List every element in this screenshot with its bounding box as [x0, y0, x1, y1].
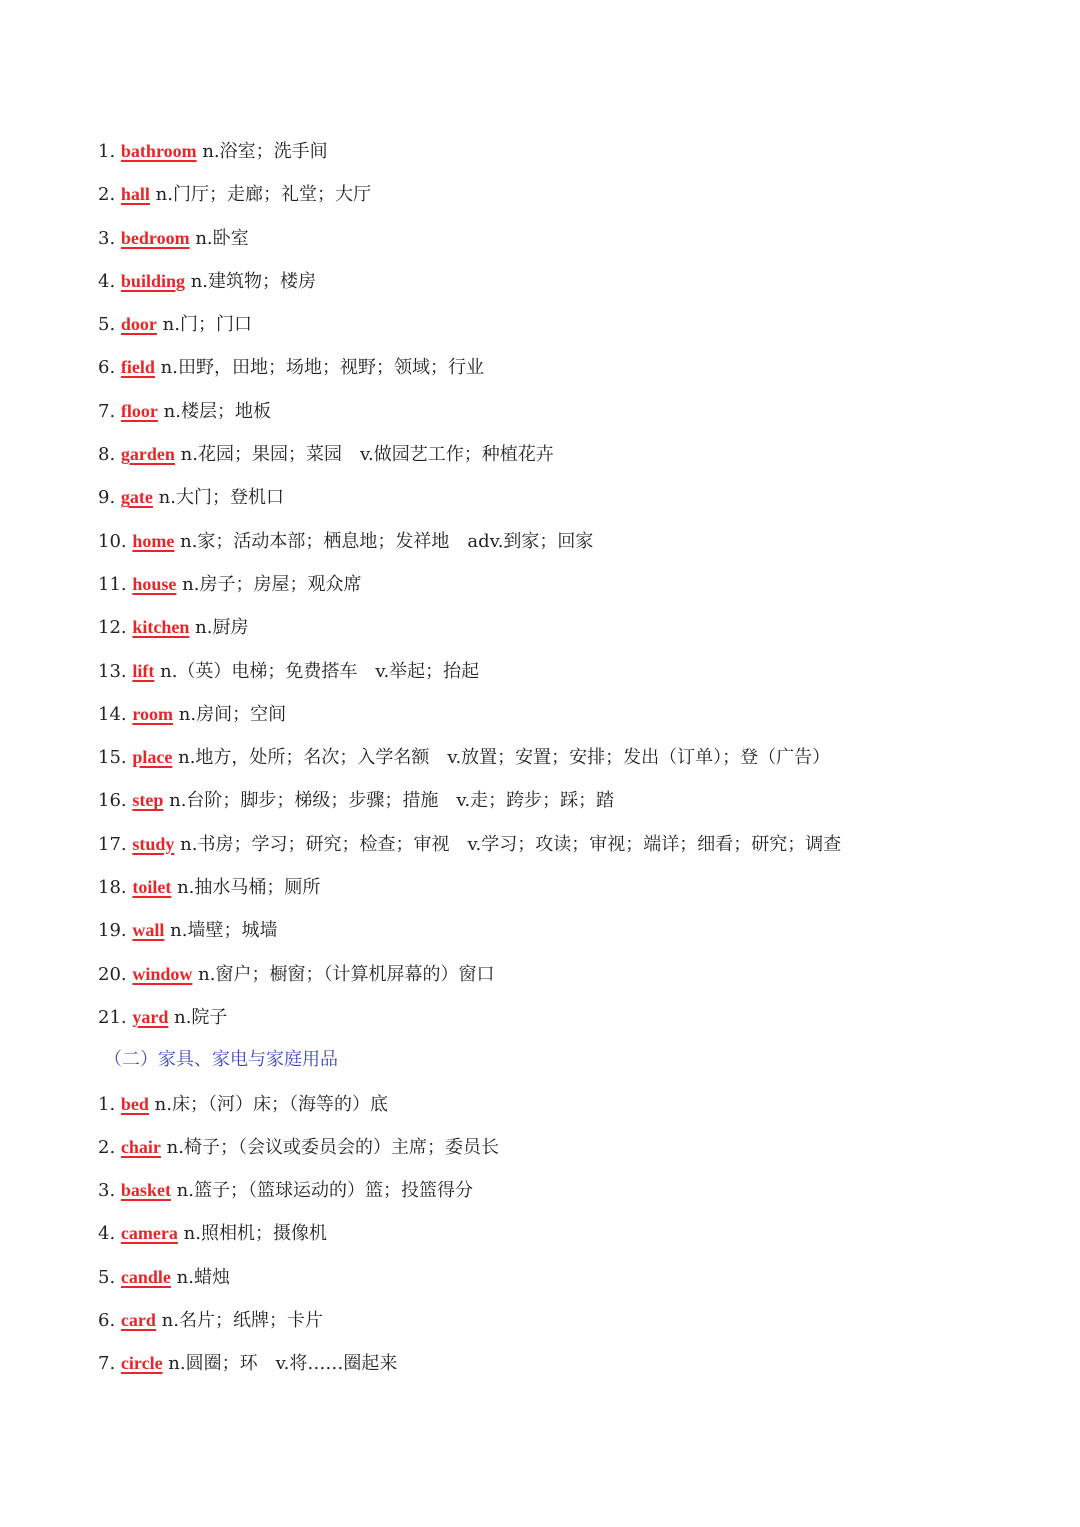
vocab-entry — [98, 608, 1038, 651]
entry-number: 10. — [98, 530, 127, 552]
vocab-entry — [98, 305, 1038, 348]
vocab-entry — [98, 695, 1038, 738]
vocab-definition: n.卧室 — [195, 227, 249, 249]
section-furniture — [98, 1085, 1038, 1388]
vocab-definition: n.床；（河）床；（海等的）底 — [154, 1093, 388, 1115]
vocab-definition: n.院子 — [174, 1006, 228, 1028]
entry-number: 3. — [98, 227, 116, 249]
vocab-definition: n.大门；登机口 — [158, 487, 284, 509]
entry-number: 5. — [98, 314, 116, 336]
vocab-word: lift — [132, 660, 155, 681]
vocab-word: bed — [120, 1093, 149, 1114]
vocab-definition: n.房子；房屋；观众席 — [182, 573, 362, 595]
vocab-word: house — [132, 573, 177, 594]
entry-number: 15. — [98, 747, 127, 769]
vocab-word: room — [132, 703, 174, 724]
entry-number: 4. — [98, 270, 116, 292]
vocab-entry — [98, 1301, 1038, 1344]
vocab-definition: n.门厅；走廊；礼堂；大厅 — [155, 184, 371, 206]
vocab-definition: n.浴室；洗手间 — [202, 141, 328, 162]
vocab-definition: n.房间；空间 — [178, 703, 287, 725]
vocab-entry — [98, 825, 1038, 868]
vocab-definition: n.厨房 — [195, 617, 249, 639]
entry-number: 20. — [98, 963, 127, 985]
vocab-entry — [98, 522, 1038, 565]
vocab-entry — [98, 435, 1038, 478]
vocab-entry — [98, 478, 1038, 521]
vocab-word: toilet — [132, 877, 172, 898]
entry-number: 18. — [98, 877, 127, 899]
vocab-word: door — [120, 314, 157, 335]
entry-number: 6. — [98, 357, 116, 379]
vocab-word: study — [132, 833, 175, 854]
vocab-word: window — [132, 963, 193, 984]
vocab-entry — [98, 1214, 1038, 1257]
entry-number: 13. — [98, 660, 127, 682]
entry-number: 5. — [98, 1266, 116, 1288]
vocab-definition: n.（英）电梯；免费搭车 v.举起；抬起 — [160, 660, 480, 682]
vocab-definition: n.建筑物；楼房 — [190, 270, 317, 292]
vocab-definition: n.窗户；橱窗；（计算机屏幕的）窗口 — [198, 963, 495, 985]
vocab-entry — [98, 1344, 1038, 1387]
vocab-definition: n.花园；果园；菜园 v.做园艺工作；种植花卉 — [180, 444, 554, 466]
vocab-entry — [98, 262, 1038, 305]
vocab-word: bedroom — [120, 227, 190, 248]
vocab-entry — [98, 652, 1038, 695]
vocab-definition: n.抽水马桶；厕所 — [177, 877, 321, 899]
vocab-entry — [98, 565, 1038, 608]
entry-number: 2. — [98, 1136, 116, 1158]
vocab-word: basket — [120, 1180, 171, 1201]
vocab-entry — [98, 219, 1038, 262]
vocab-word: chair — [120, 1136, 161, 1157]
vocab-definition: n.台阶；脚步；梯级；步骤；措施 v.走；跨步；踩；踏 — [169, 790, 615, 812]
vocab-definition: n.墙壁；城墙 — [170, 920, 278, 942]
vocab-word: hall — [120, 184, 150, 205]
vocab-word: garden — [120, 444, 175, 465]
entry-number: 7. — [98, 1353, 116, 1375]
entry-number: 1. — [98, 141, 116, 162]
vocab-definition: n.楼层；地板 — [163, 400, 271, 422]
vocab-entry — [98, 175, 1038, 218]
vocab-word: home — [132, 530, 175, 551]
vocab-definition: n.地方，处所；名次；入学名额 v.放置；安置；安排；发出（订单）；登（广告） — [178, 747, 831, 769]
vocab-definition: n.田野，田地；场地；视野；领域；行业 — [160, 357, 484, 379]
section-house-rooms — [98, 132, 1038, 1041]
entry-number: 9. — [98, 487, 116, 509]
vocab-entry — [98, 1258, 1038, 1301]
vocab-entry — [98, 868, 1038, 911]
vocab-entry — [98, 911, 1038, 954]
vocab-word: candle — [120, 1266, 171, 1287]
vocab-word: bathroom — [120, 141, 197, 161]
vocab-entry — [98, 1171, 1038, 1214]
vocab-entry — [98, 132, 1038, 175]
vocabulary-list — [98, 132, 1038, 1388]
vocab-entry — [98, 738, 1038, 781]
vocab-entry — [98, 348, 1038, 391]
vocab-word: yard — [132, 1006, 169, 1027]
vocab-definition: n.椅子；（会议或委员会的）主席；委员长 — [166, 1136, 499, 1158]
vocab-word: step — [132, 790, 164, 811]
vocab-word: kitchen — [132, 617, 190, 638]
vocab-entry — [98, 998, 1038, 1041]
entry-number: 4. — [98, 1223, 116, 1245]
vocab-word: wall — [132, 920, 165, 941]
vocab-definition: n.照相机；摄像机 — [183, 1223, 327, 1245]
vocab-entry — [98, 392, 1038, 435]
vocab-entry — [98, 781, 1038, 824]
entry-number: 19. — [98, 920, 127, 942]
entry-number: 8. — [98, 444, 116, 466]
vocab-word: building — [120, 270, 185, 291]
vocab-entry — [98, 1128, 1038, 1171]
vocab-entry — [98, 1085, 1038, 1128]
vocab-definition: n.名片；纸牌；卡片 — [161, 1310, 323, 1332]
entry-number: 16. — [98, 790, 127, 812]
vocab-definition: n.家；活动本部；栖息地；发祥地 adv.到家；回家 — [180, 530, 594, 552]
entry-number: 17. — [98, 833, 127, 855]
entry-number: 3. — [98, 1180, 116, 1202]
vocab-word: field — [120, 357, 155, 378]
vocab-word: circle — [120, 1353, 163, 1374]
entry-number: 14. — [98, 703, 127, 725]
entry-number: 21. — [98, 1006, 127, 1028]
vocab-definition: n.蜡烛 — [176, 1266, 230, 1288]
vocab-definition: n.门；门口 — [162, 314, 252, 336]
entry-number: 7. — [98, 400, 116, 422]
entry-number: 11. — [98, 573, 127, 595]
entry-number: 12. — [98, 617, 127, 639]
vocab-word: gate — [120, 487, 153, 508]
section-heading: （二）家具、家电与家庭用品 — [104, 1049, 338, 1071]
vocab-word: camera — [120, 1223, 178, 1244]
vocab-entry — [98, 955, 1038, 998]
vocab-definition: n.书房；学习；研究；检查；审视 v.学习；攻读；审视；端详；细看；研究；调查 — [180, 833, 842, 855]
vocab-definition: n.圆圈；环 v.将……圈起来 — [168, 1353, 398, 1375]
vocab-word: floor — [120, 400, 158, 421]
vocab-word: card — [120, 1310, 156, 1331]
entry-number: 6. — [98, 1310, 116, 1332]
vocab-word: place — [132, 747, 173, 768]
entry-number: 2. — [98, 184, 116, 206]
entry-number: 1. — [98, 1093, 116, 1115]
vocab-definition: n.篮子；（篮球运动的）篮；投篮得分 — [176, 1180, 473, 1202]
